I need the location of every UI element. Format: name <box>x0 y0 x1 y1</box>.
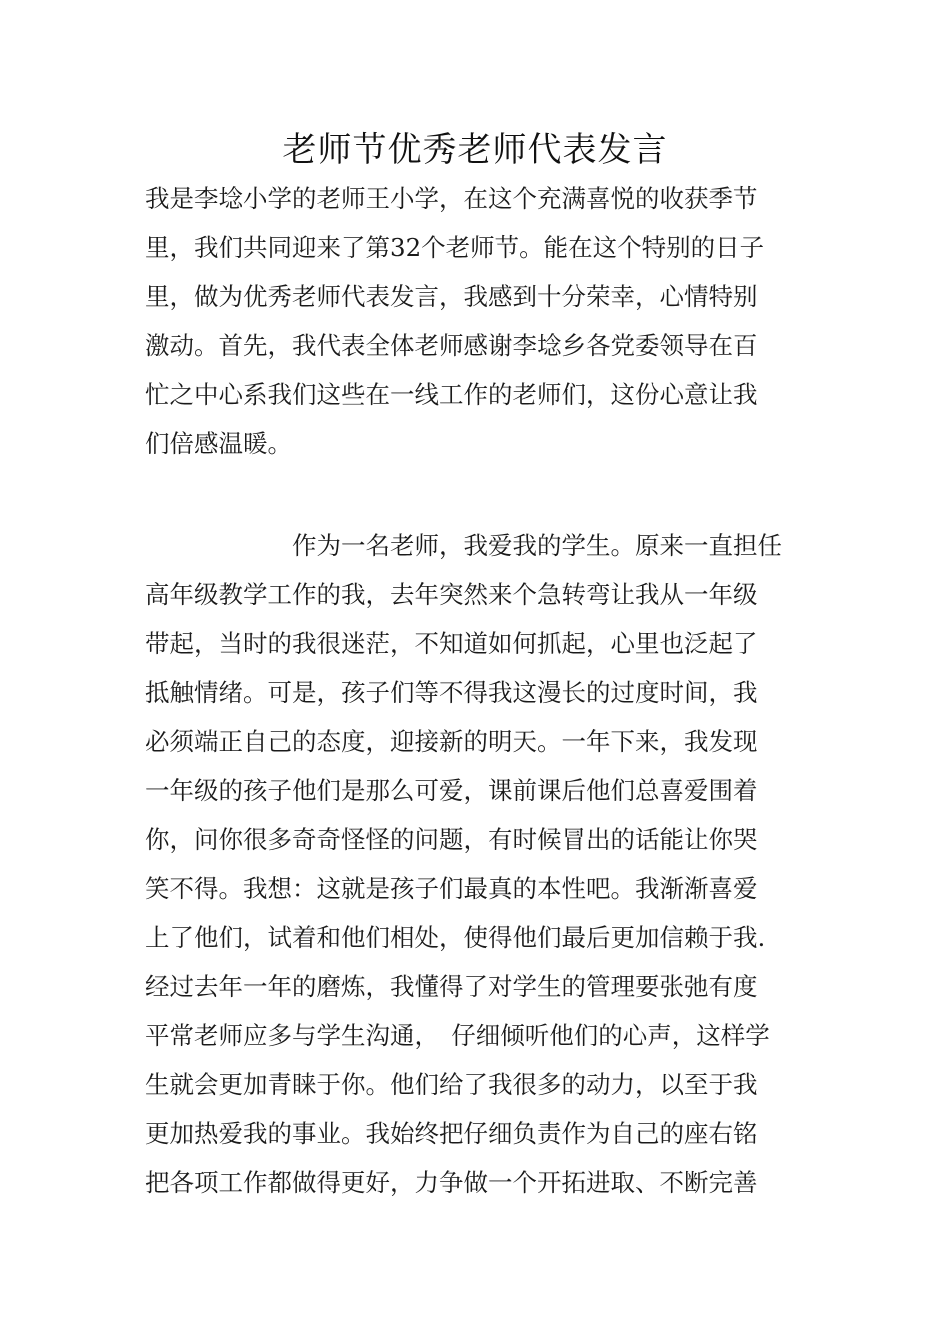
paragraph-line: 必须端正自己的态度，迎接新的明天。一年下来，我发现 <box>145 727 758 756</box>
paragraph-line: 我是李埝小学的老师王小学，在这个充满喜悦的收获季节 <box>145 184 758 213</box>
document-title: 老师节优秀老师代表发言 <box>282 130 668 170</box>
paragraph-line: 你，问你很多奇奇怪怪的问题，有时候冒出的话能让你哭 <box>145 825 758 854</box>
paragraph-line: 高年级教学工作的我，去年突然来个急转弯让我从一年级 <box>145 580 758 609</box>
paragraph-line: 把各项工作都做得更好，力争做一个开拓进取、不断完善 <box>145 1168 758 1197</box>
paragraph-line: 里，我们共同迎来了第32个老师节。能在这个特别的日子 <box>145 233 765 262</box>
paragraph-line: 们倍感温暖。 <box>145 429 292 458</box>
paragraph-line: 一年级的孩子他们是那么可爱，课前课后他们总喜爱围着 <box>145 776 758 805</box>
paragraph-line: 里，做为优秀老师代表发言，我感到十分荣幸，心情特别 <box>145 282 758 311</box>
paragraph-line: 经过去年一年的磨炼，我懂得了对学生的管理要张弛有度 <box>145 972 758 1001</box>
paragraph-line: 更加热爱我的事业。我始终把仔细负责作为自己的座右铭 <box>145 1119 758 1148</box>
paragraph-line: 上了他们，试着和他们相处，使得他们最后更加信赖于我. <box>145 923 766 952</box>
paragraph-line: 激动。首先，我代表全体老师感谢李埝乡各党委领导在百 <box>145 331 758 360</box>
paragraph-line: 忙之中心系我们这些在一线工作的老师们，这份心意让我 <box>145 380 758 409</box>
paragraph-line: 带起，当时的我很迷茫，不知道如何抓起，心里也泛起了 <box>145 629 758 658</box>
paragraph-2 <box>145 521 813 1207</box>
paragraph-line: 生就会更加青睐于你。他们给了我很多的动力，以至于我 <box>145 1070 758 1099</box>
paragraph-line: 平常老师应多与学生沟通， 仔细倾听他们的心声，这样学 <box>145 1021 770 1050</box>
paragraph-1 <box>145 174 813 468</box>
paragraph-line: 抵触情绪。可是，孩子们等不得我这漫长的过度时间，我 <box>145 678 758 707</box>
paragraph-line: 作为一名老师，我爱我的学生。原来一直担任 <box>145 531 782 560</box>
paragraph-line: 笑不得。我想：这就是孩子们最真的本性吧。我渐渐喜爱 <box>145 874 758 903</box>
